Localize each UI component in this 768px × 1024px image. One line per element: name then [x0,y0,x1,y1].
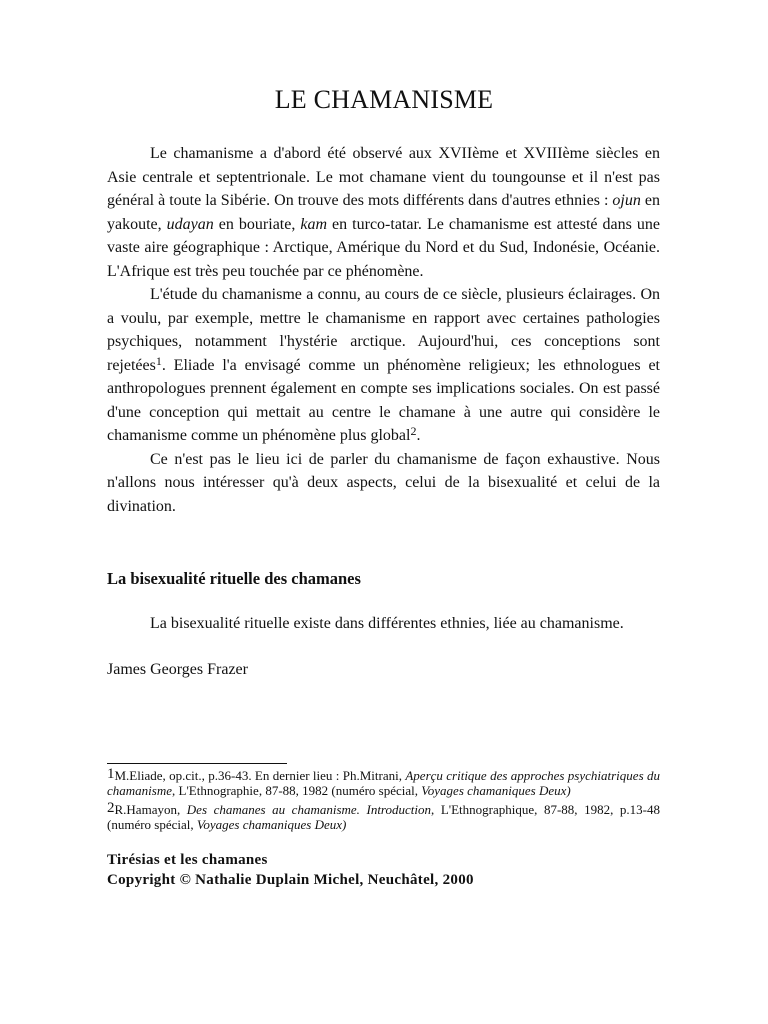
footnote-divider [107,763,287,764]
footnotes [107,768,660,832]
paragraph-3: Ce n'est pas le lieu ici de parler du chamanisme de façon exhaustive. Nous n'allons nous intéresser qu'à deux aspects, celui de la bisexualité et celui de la divination. [107,450,660,515]
footnote-1-text-2: , L'Ethnographie, 87-88, 1982 (numéro spécial, [172,783,422,798]
footnote-2-number: 2 [107,800,115,816]
paragraph-1-text-3: en bouriate, [213,215,301,233]
footnote-2-text-2: , L'Ethnographique, 87-88, 1982, p.13-48 (numéro spécial, [107,802,660,832]
footnote-2-text: R.Hamayon, [114,802,187,817]
footnote-ref-1[interactable]: 1 [155,353,162,368]
author-name: James Georges Frazer [107,661,248,678]
paragraph-2-text-3: . [416,427,421,444]
footnote-ref-2[interactable]: 2 [410,424,417,438]
footer-book-title: Tirésias et les chamanes [107,852,268,868]
paragraph-1-text-2: en yakoute, [107,192,660,233]
paragraph-2 [107,283,660,448]
paragraph-1-text-4: en turco-tatar. Le chamanisme est attesté dans une vaste aire géographique : Arctique, Amérique du Nord et du Sud, Indonésie, Océanie. L'Afrique est très peu touchée par ce phénomène. [107,215,660,280]
body-text [107,142,660,518]
footnote-1-number: 1 [107,766,115,782]
footnote-2 [107,802,660,832]
section-paragraph: La bisexualité rituelle existe dans différentes ethnies, liée au chamanisme. [150,615,624,632]
term-ojun: ojun [612,192,641,209]
footnote-1-work-title: Aperçu critique des approches psychiatriques du chamanisme [107,768,660,798]
term-udayan: udayan [166,215,214,233]
footnote-2-issue-title: Voyages chamaniques Deux) [196,817,347,832]
footer-copyright: Copyright © Nathalie Duplain Michel, Neuchâtel, 2000 [107,872,474,888]
paragraph-1-text: Le chamanisme a d'abord été observé aux XVIIème et XVIIIème siècles en Asie centrale et septentrionale. Le mot chamane vient du toungounse et il n'est pas général à toute la Sibérie. On trouve des mots différents dans d'autres ethnies : [107,145,660,209]
footnote-2-work-title: Des chamanes au chamanisme. Introduction [186,802,431,817]
page-title: LE CHAMANISME [274,85,494,114]
footnote-1-text: M.Eliade, op.cit., p.36-43. En dernier lieu : Ph.Mitrani, [114,768,406,783]
page-footer [107,850,474,890]
section-heading: La bisexualité rituelle des chamanes [107,569,361,588]
paragraph-2-text: L'étude du chamanisme a connu, au cours de ce siècle, plusieurs éclairages. On a voulu, par exemple, mettre le chamanisme en rapport avec certaines pathologies psychiques, notamment l'hystérie arctique. Aujourd'hui, ces conceptions sont rejetées [107,286,660,374]
paragraph-2-text-2: . Eliade l'a envisagé comme un phénomène religieux; les ethnologues et anthropologues prennent également en compte ses implications sociales. On est passé d'une conception qui mettait au centre le chamane à une autre qui considère le chamanisme comme un phénomène plus global [107,356,660,444]
paragraph-1 [107,142,660,283]
footnote-1 [107,768,660,798]
term-kam: kam [300,215,328,233]
footnote-1-issue-title: Voyages chamaniques Deux) [421,783,571,798]
